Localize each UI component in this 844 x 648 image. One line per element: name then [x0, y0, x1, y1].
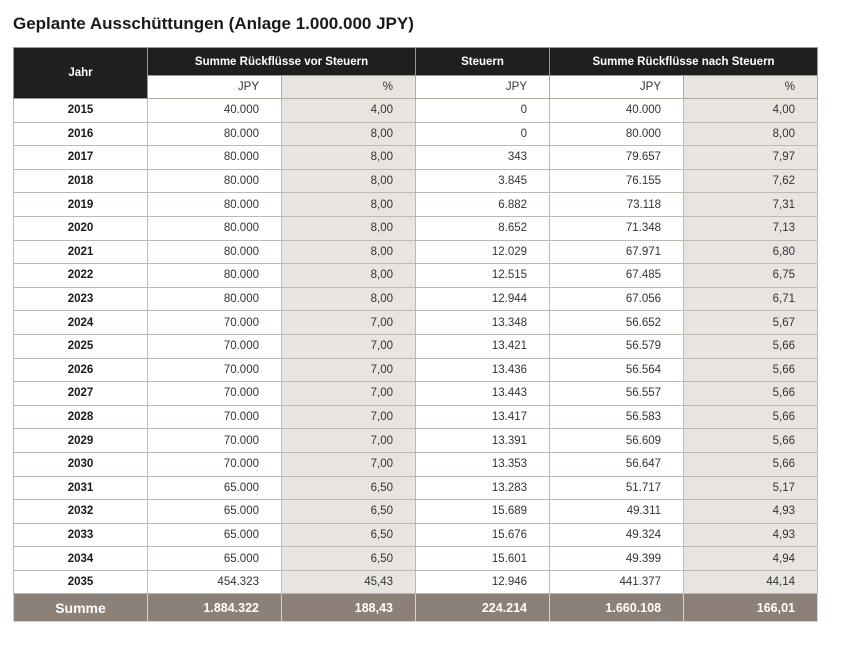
cell-after-jpy: 73.118: [550, 193, 684, 217]
cell-year: 2016: [14, 122, 148, 146]
cell-before-jpy: 80.000: [148, 122, 282, 146]
unit-before-pct: %: [282, 76, 416, 99]
cell-after-pct: 4,00: [684, 99, 818, 123]
cell-taxes: 3.845: [416, 169, 550, 193]
summary-label: Summe: [14, 594, 148, 622]
summary-before-jpy: 1.884.322: [148, 594, 282, 622]
table-row: [14, 193, 818, 217]
cell-after-pct: 44,14: [684, 570, 818, 594]
cell-after-pct: 8,00: [684, 122, 818, 146]
cell-after-pct: 5,67: [684, 311, 818, 335]
cell-year: 2035: [14, 570, 148, 594]
cell-after-pct: 4,93: [684, 523, 818, 547]
cell-taxes: 15.689: [416, 500, 550, 524]
cell-before-jpy: 80.000: [148, 287, 282, 311]
table-row: [14, 429, 818, 453]
table-row: [14, 311, 818, 335]
cell-after-jpy: 56.579: [550, 334, 684, 358]
cell-taxes: 13.417: [416, 405, 550, 429]
cell-after-jpy: 80.000: [550, 122, 684, 146]
cell-after-pct: 6,75: [684, 264, 818, 288]
cell-after-pct: 5,17: [684, 476, 818, 500]
cell-year: 2029: [14, 429, 148, 453]
cell-before-jpy: 70.000: [148, 358, 282, 382]
summary-after-pct: 166,01: [684, 594, 818, 622]
cell-after-jpy: 56.557: [550, 382, 684, 406]
cell-taxes: 12.515: [416, 264, 550, 288]
cell-after-jpy: 49.311: [550, 500, 684, 524]
cell-year: 2021: [14, 240, 148, 264]
cell-after-pct: 5,66: [684, 358, 818, 382]
cell-after-jpy: 49.324: [550, 523, 684, 547]
cell-after-jpy: 71.348: [550, 216, 684, 240]
table-body: [14, 99, 818, 594]
table-row: [14, 358, 818, 382]
cell-year: 2017: [14, 146, 148, 170]
cell-year: 2033: [14, 523, 148, 547]
table-row: [14, 287, 818, 311]
cell-taxes: 13.443: [416, 382, 550, 406]
header-year: Jahr: [14, 48, 148, 99]
cell-before-jpy: 65.000: [148, 523, 282, 547]
cell-taxes: 12.946: [416, 570, 550, 594]
table-row: [14, 405, 818, 429]
table-row: [14, 570, 818, 594]
cell-before-jpy: 454.323: [148, 570, 282, 594]
cell-after-jpy: 79.657: [550, 146, 684, 170]
cell-before-pct: 7,00: [282, 358, 416, 382]
cell-after-pct: 5,66: [684, 405, 818, 429]
header-after-tax: Summe Rückflüsse nach Steuern: [550, 48, 818, 76]
cell-after-jpy: 56.652: [550, 311, 684, 335]
cell-year: 2019: [14, 193, 148, 217]
cell-after-jpy: 51.717: [550, 476, 684, 500]
unit-after-jpy: JPY: [550, 76, 684, 99]
cell-taxes: 8.652: [416, 216, 550, 240]
cell-after-jpy: 76.155: [550, 169, 684, 193]
summary-row: [14, 594, 818, 622]
cell-after-jpy: 49.399: [550, 547, 684, 571]
cell-after-pct: 6,80: [684, 240, 818, 264]
cell-after-pct: 7,62: [684, 169, 818, 193]
cell-after-pct: 6,71: [684, 287, 818, 311]
cell-before-jpy: 80.000: [148, 216, 282, 240]
cell-before-pct: 45,43: [282, 570, 416, 594]
cell-before-jpy: 40.000: [148, 99, 282, 123]
table-row: [14, 382, 818, 406]
table-row: [14, 122, 818, 146]
cell-before-jpy: 65.000: [148, 476, 282, 500]
summary-before-pct: 188,43: [282, 594, 416, 622]
cell-before-pct: 6,50: [282, 476, 416, 500]
table-row: [14, 99, 818, 123]
table-row: [14, 547, 818, 571]
cell-before-jpy: 70.000: [148, 334, 282, 358]
cell-after-jpy: 56.583: [550, 405, 684, 429]
table-row: [14, 216, 818, 240]
cell-taxes: 12.029: [416, 240, 550, 264]
cell-year: 2030: [14, 452, 148, 476]
cell-taxes: 343: [416, 146, 550, 170]
header-taxes: Steuern: [416, 48, 550, 76]
cell-before-pct: 8,00: [282, 193, 416, 217]
cell-after-pct: 4,93: [684, 500, 818, 524]
cell-before-jpy: 70.000: [148, 429, 282, 453]
cell-taxes: 13.391: [416, 429, 550, 453]
cell-after-jpy: 67.056: [550, 287, 684, 311]
cell-before-jpy: 70.000: [148, 311, 282, 335]
cell-taxes: 15.601: [416, 547, 550, 571]
cell-before-jpy: 70.000: [148, 405, 282, 429]
cell-taxes: 13.348: [416, 311, 550, 335]
cell-year: 2028: [14, 405, 148, 429]
cell-before-pct: 6,50: [282, 500, 416, 524]
cell-before-pct: 8,00: [282, 240, 416, 264]
unit-before-jpy: JPY: [148, 76, 282, 99]
cell-taxes: 13.436: [416, 358, 550, 382]
cell-after-jpy: 67.485: [550, 264, 684, 288]
cell-before-pct: 8,00: [282, 287, 416, 311]
summary-taxes: 224.214: [416, 594, 550, 622]
table-row: [14, 523, 818, 547]
cell-before-pct: 7,00: [282, 311, 416, 335]
header-before-tax: Summe Rückflüsse vor Steuern: [148, 48, 416, 76]
table-row: [14, 452, 818, 476]
cell-before-pct: 6,50: [282, 547, 416, 571]
unit-taxes-jpy: JPY: [416, 76, 550, 99]
cell-before-jpy: 80.000: [148, 264, 282, 288]
cell-year: 2023: [14, 287, 148, 311]
cell-before-jpy: 65.000: [148, 547, 282, 571]
cell-before-pct: 7,00: [282, 382, 416, 406]
cell-before-jpy: 65.000: [148, 500, 282, 524]
cell-before-pct: 7,00: [282, 334, 416, 358]
cell-taxes: 6.882: [416, 193, 550, 217]
cell-taxes: 0: [416, 99, 550, 123]
cell-after-pct: 7,31: [684, 193, 818, 217]
cell-before-pct: 7,00: [282, 405, 416, 429]
table-row: [14, 500, 818, 524]
cell-taxes: 0: [416, 122, 550, 146]
cell-taxes: 13.283: [416, 476, 550, 500]
cell-year: 2027: [14, 382, 148, 406]
cell-after-pct: 5,66: [684, 334, 818, 358]
cell-before-pct: 8,00: [282, 264, 416, 288]
cell-before-pct: 7,00: [282, 452, 416, 476]
cell-year: 2024: [14, 311, 148, 335]
table-row: [14, 334, 818, 358]
cell-before-jpy: 80.000: [148, 146, 282, 170]
cell-year: 2034: [14, 547, 148, 571]
cell-year: 2022: [14, 264, 148, 288]
cell-after-pct: 5,66: [684, 429, 818, 453]
summary-after-jpy: 1.660.108: [550, 594, 684, 622]
cell-after-pct: 4,94: [684, 547, 818, 571]
table-row: [14, 476, 818, 500]
cell-before-jpy: 80.000: [148, 193, 282, 217]
cell-before-pct: 7,00: [282, 429, 416, 453]
cell-before-pct: 8,00: [282, 122, 416, 146]
cell-after-jpy: 441.377: [550, 570, 684, 594]
cell-before-pct: 4,00: [282, 99, 416, 123]
cell-taxes: 15.676: [416, 523, 550, 547]
cell-after-jpy: 56.647: [550, 452, 684, 476]
cell-before-pct: 8,00: [282, 146, 416, 170]
cell-before-pct: 8,00: [282, 169, 416, 193]
cell-before-jpy: 80.000: [148, 240, 282, 264]
cell-year: 2031: [14, 476, 148, 500]
cell-taxes: 12.944: [416, 287, 550, 311]
cell-after-jpy: 56.564: [550, 358, 684, 382]
cell-year: 2032: [14, 500, 148, 524]
cell-taxes: 13.353: [416, 452, 550, 476]
cell-after-pct: 7,13: [684, 216, 818, 240]
cell-after-pct: 7,97: [684, 146, 818, 170]
table-row: [14, 169, 818, 193]
cell-taxes: 13.421: [416, 334, 550, 358]
cell-year: 2025: [14, 334, 148, 358]
cell-year: 2020: [14, 216, 148, 240]
page-title: Geplante Ausschüttungen (Anlage 1.000.000 JPY): [13, 14, 414, 33]
cell-before-pct: 8,00: [282, 216, 416, 240]
table-row: [14, 240, 818, 264]
cell-year: 2015: [14, 99, 148, 123]
cell-after-pct: 5,66: [684, 382, 818, 406]
distribution-table: [13, 47, 818, 622]
unit-after-pct: %: [684, 76, 818, 99]
cell-year: 2026: [14, 358, 148, 382]
table-row: [14, 264, 818, 288]
table-row: [14, 146, 818, 170]
cell-before-jpy: 80.000: [148, 169, 282, 193]
cell-after-pct: 5,66: [684, 452, 818, 476]
cell-before-jpy: 70.000: [148, 382, 282, 406]
cell-after-jpy: 40.000: [550, 99, 684, 123]
cell-before-jpy: 70.000: [148, 452, 282, 476]
cell-year: 2018: [14, 169, 148, 193]
cell-after-jpy: 67.971: [550, 240, 684, 264]
cell-before-pct: 6,50: [282, 523, 416, 547]
cell-after-jpy: 56.609: [550, 429, 684, 453]
